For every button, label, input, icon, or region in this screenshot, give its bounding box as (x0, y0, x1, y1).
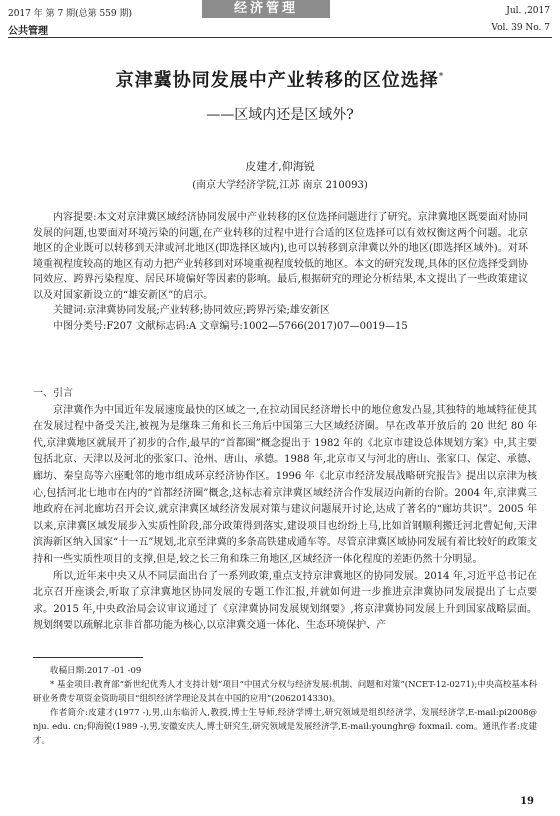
author-affiliation: (南京大学经济学院,江苏 南京 210093) (192, 180, 368, 191)
paper-authors: 皮建才,仰海锐 (245, 160, 315, 173)
journal-logo: 经济管理 (202, 0, 330, 18)
paper-title-text: 京津冀协同发展中产业转移的区位选择 (115, 70, 439, 91)
section-heading: 一、引言 (33, 388, 73, 399)
page-number: 19 (520, 796, 534, 807)
journal-issue-cn: 2017 年 第 7 期(总第 559 期) (8, 9, 132, 19)
body-paragraph-1: 京津冀作为中国近年发展速度最快的区域之一,在拉动国民经济增长中的地位愈发凸显,其独特的地域特征使其在发展过程中备受关注,被视为是继珠三角和长三角后中国第三大区域经济圈。早在改革开放后的 20 世纪 80 年代,京津冀地区就展开了初步的合作,最早的“首都圈”概念提出于 1982 年的《北京市建设总体规划方案》中,其主要包括北京、天津以及河北的张家口、沧州、唐山、承德。1988 年,北京市又与河北的唐山、张家口、保定、承德、廊坊、秦皇岛等六座毗邻的地市组成环京经济协作区。1996 年《北京市经济发展战略研究报告》提出以京津为核心,包括河北七地市在内的“首都经济圈”概念,这标志着京津冀区域经济合作发展迈向新的台阶。2004 年,京津冀三地政府在河北廊坊召开会议,就京津冀区域经济发展对策与建议问题展开讨论,达成了著名的“廊坊共识”。2005 年以来,京津冀区域发展步入实质性阶段,部分政策得到落实,建设项目也纷纷上马,比如首钢顺利搬迁河北曹妃甸,天津滨海新区纳入国家“十一五”规划,北京至津冀的多条高铁建成通车等。尽管京津冀区域协同发展有着比较好的政策支持和一些实质性项目的支撑,但是,较之长三角和珠三角地区,区域经济一体化程度的差距仍然十分明显。 (33, 404, 537, 565)
abstract-block (33, 210, 528, 334)
title-footnote-mark: * (438, 72, 445, 82)
paper-subtitle: ——区域内还是区域外? (206, 107, 354, 123)
journal-issue-en: Jul. ,2017 (506, 6, 550, 16)
footnotes (33, 664, 537, 748)
section-label: 公共管理 (8, 26, 48, 37)
footnote-author-bio: 作者简介:皮建才(1977 -),男,山东临沂人,教授,博士生导师,经济学博士,研究领域是组织经济学、发展经济学,E-mail:pi2008@ nju. edu. cn;仰海锐(1989 -),男,安徽安庆人,博士研究生,研究领域是发展经济学,E-mail:younghr@ foxmail. com。通讯作者:皮建才。 (33, 708, 537, 746)
keywords: 关键词:京津冀协同发展;产业转移;协同效应;跨界污染;雄安新区 (53, 305, 330, 316)
footnote-rule (33, 657, 143, 658)
body-paragraph-2: 所以,近年来中央又从不同层面出台了一系列政策,重点支持京津冀地区的协同发展。2014 年,习近平总书记在北京召开座谈会,听取了京津冀地区协同发展的专题工作汇报,并就如何进一步推进京津冀协同发展提出了七点要求。2015 年,中央政治局会议审议通过了《京津冀协同发展规划纲要》,将京津冀协同发展上升到国家战略层面。规划纲要以疏解北京非首都功能为核心,以京津冀交通一体化、生态环境保护、产 (33, 570, 537, 632)
header-rule (8, 37, 552, 38)
classification-info: 中图分类号:F207 文献标志码:A 文章编号:1002—5766(2017)07—0019—15 (53, 320, 408, 332)
footnote-received: 收稿日期:2017 -01 -09 (50, 666, 142, 676)
body-text (33, 386, 537, 635)
footnote-fund: * 基金项目:教育部“新世纪优秀人才支持计划”项目“中国式分权与经济发展:机制、问题和对策”(NCET-12-0271);中央高校基本科研业务费专项资金资助项目“组织经济学理论及其在中国的应用”(2062014330)。 (33, 680, 537, 704)
paper-title (0, 66, 560, 92)
volume-number: Vol. 39 No. 7 (491, 23, 550, 33)
abstract-text: 内容提要:本文对京津冀区域经济协同发展中产业转移的区位选择问题进行了研究。京津冀地区既要面对协同发展的问题,也要面对环境污染的问题,在产业转移的过程中进行合适的区位选择可以有效权衡这两个问题。北京地区的企业既可以转移到天津或河北地区(即选择区域内),也可以转移到京津冀以外的地区(即选择区域外)。对环境重视程度较高的地区有动力把产业转移到对环境重视程度较低的地区。本文的研究发现,具体的区位选择受到协同效应、跨界污染程度、居民环境偏好等因素的影响。最后,根据研究的理论分析结果,本文提出了一些政策建议以及对国家新设立的“雄安新区”的启示。 (33, 212, 528, 301)
